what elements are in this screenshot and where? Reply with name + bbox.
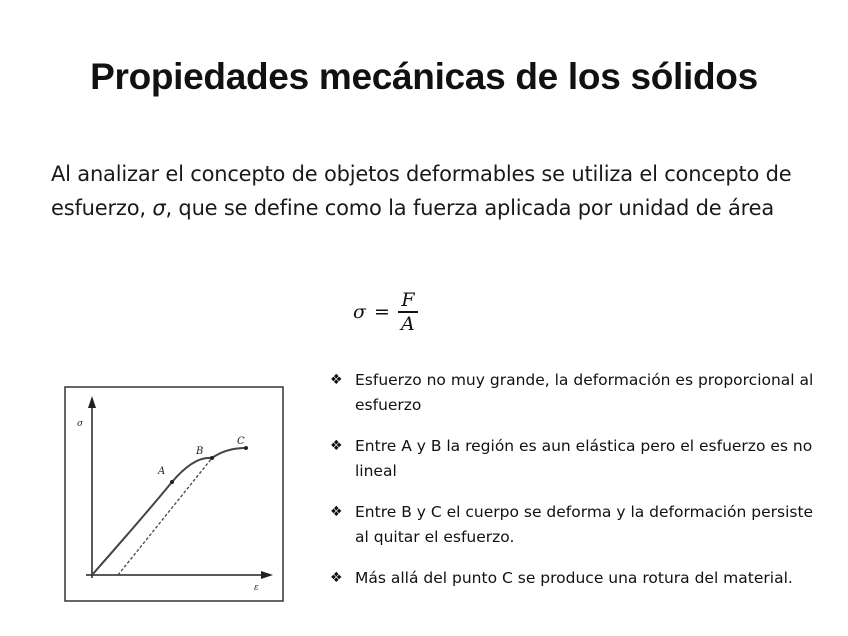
formula-lhs: σ [353,301,366,323]
bullet-item [330,566,830,591]
diamond-bullet-icon: ❖ [330,504,343,520]
bullet-item [330,368,830,418]
diamond-bullet-icon: ❖ [330,570,343,586]
diamond-bullet-icon: ❖ [330,438,343,454]
x-axis-label: ε [254,583,259,593]
stress-formula [353,286,418,338]
point-a-label: A [158,466,166,477]
stress-strain-diagram [64,386,284,602]
intro-paragraph [51,157,811,225]
y-axis-label: σ [77,419,84,429]
bullet-text: Más allá del punto C se produce una rotura del material. [355,569,793,587]
bullet-text: Entre B y C el cuerpo se deforma y la deformación persiste al quitar el esfuerzo. [355,503,814,546]
intro-text-after: , que se define como la fuerza aplicada por unidad de área [165,196,775,220]
formula-equals: = [373,301,390,323]
bullet-text: Entre A y B la región es aun elástica pero el esfuerzo es no lineal [355,437,813,480]
slide-title: Propiedades mecánicas de los sólidos [90,56,758,97]
diamond-bullet-icon: ❖ [330,372,343,388]
point-b-label: B [196,446,204,457]
formula-numerator: F [401,289,415,312]
intro-text-before: Al analizar el concepto de objetos deformables se utiliza el concepto de esfuerzo, [51,162,792,220]
bullet-item [330,500,830,550]
bullet-list [330,368,830,607]
sigma-symbol: σ [152,196,166,220]
formula-denominator: A [401,312,415,335]
point-c-label: C [237,436,245,447]
formula-fraction [398,289,418,335]
point-a-marker [170,480,174,484]
bullet-text: Esfuerzo no muy grande, la deformación es proporcional al esfuerzo [355,371,814,414]
point-b-marker [210,456,214,460]
bullet-item [330,434,830,484]
